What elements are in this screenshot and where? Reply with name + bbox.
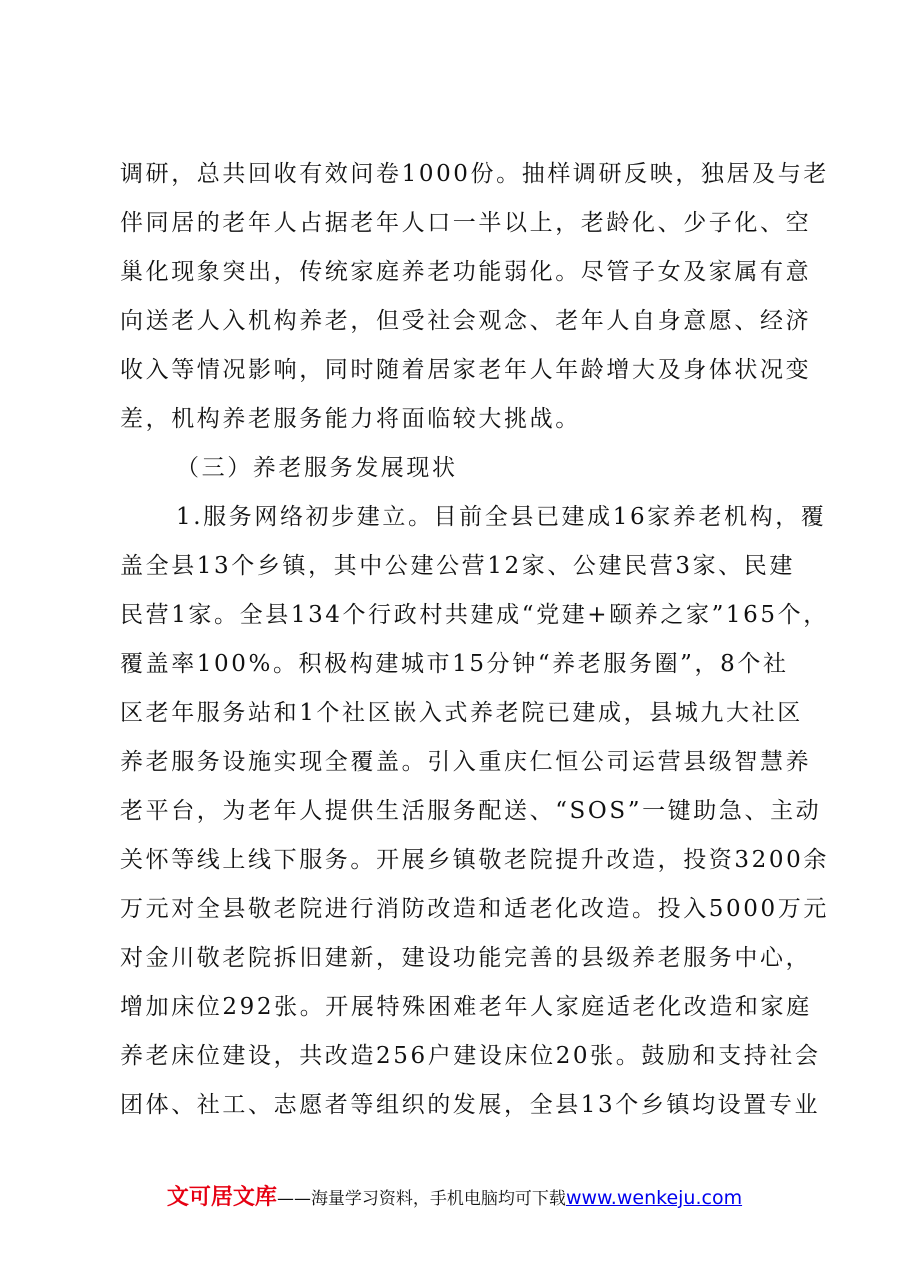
text-line: 对金川敬老院拆旧建新，建设功能完善的县级养老服务中心， [120, 945, 812, 971]
footer-tagline: ——海量学习资料，手机电脑均可下载 [276, 1189, 566, 1209]
text-line: 老平台，为老年人提供生活服务配送、“SOS”一键助急、主动 [120, 798, 822, 824]
footer-banner [0, 1180, 909, 1211]
text-line: 覆盖率100%。积极构建城市15分钟“养老服务圈”，8个社 [120, 651, 789, 677]
text-line: 万元对全县敬老院进行消防改造和适老化改造。投入5000万元 [120, 896, 829, 922]
footer-url-link[interactable]: www.wenkeju.com [565, 1187, 743, 1209]
text-line: 关怀等线上线下服务。开展乡镇敬老院提升改造，投资3200余 [120, 847, 829, 873]
text-line: 区老年服务站和1个社区嵌入式养老院已建成，县城九大社区 [120, 700, 803, 726]
text-line: 增加床位292张。开展特殊困难老年人家庭适老化改造和家庭 [120, 994, 812, 1020]
text-line: 差，机构养老服务能力将面临较大挑战。 [120, 406, 581, 432]
text-line: 调研，总共回收有效问卷1000份。抽样调研反映，独居及与老 [120, 161, 829, 187]
text-line: 盖全县13个乡镇，其中公建公营12家、公建民营3家、民建 [120, 553, 795, 579]
body-text [120, 150, 829, 1130]
section-heading: （三）养老服务发展现状 [176, 455, 458, 481]
footer-brand: 文可居文库 [166, 1185, 277, 1210]
text-line: 伴同居的老年人占据老年人口一半以上，老龄化、少子化、空 [120, 210, 812, 236]
text-line: 巢化现象突出，传统家庭养老功能弱化。尽管子女及家属有意 [120, 259, 812, 285]
text-line: 团体、社工、志愿者等组织的发展，全县13个乡镇均设置专业 [120, 1092, 821, 1118]
text-line: 向送老人入机构养老，但受社会观念、老年人自身意愿、经济 [120, 308, 812, 334]
text-line: 收入等情况影响，同时随着居家老年人年龄增大及身体状况变 [120, 357, 812, 383]
text-line: 民营1家。全县134个行政村共建成“党建+颐养之家”165个， [120, 602, 829, 628]
text-line: 养老床位建设，共改造256户建设床位20张。鼓励和支持社会 [120, 1043, 821, 1069]
text-line: 养老服务设施实现全覆盖。引入重庆仁恒公司运营县级智慧养 [120, 749, 812, 775]
text-line: 1.服务网络初步建立。目前全县已建成16家养老机构，覆 [176, 504, 827, 530]
